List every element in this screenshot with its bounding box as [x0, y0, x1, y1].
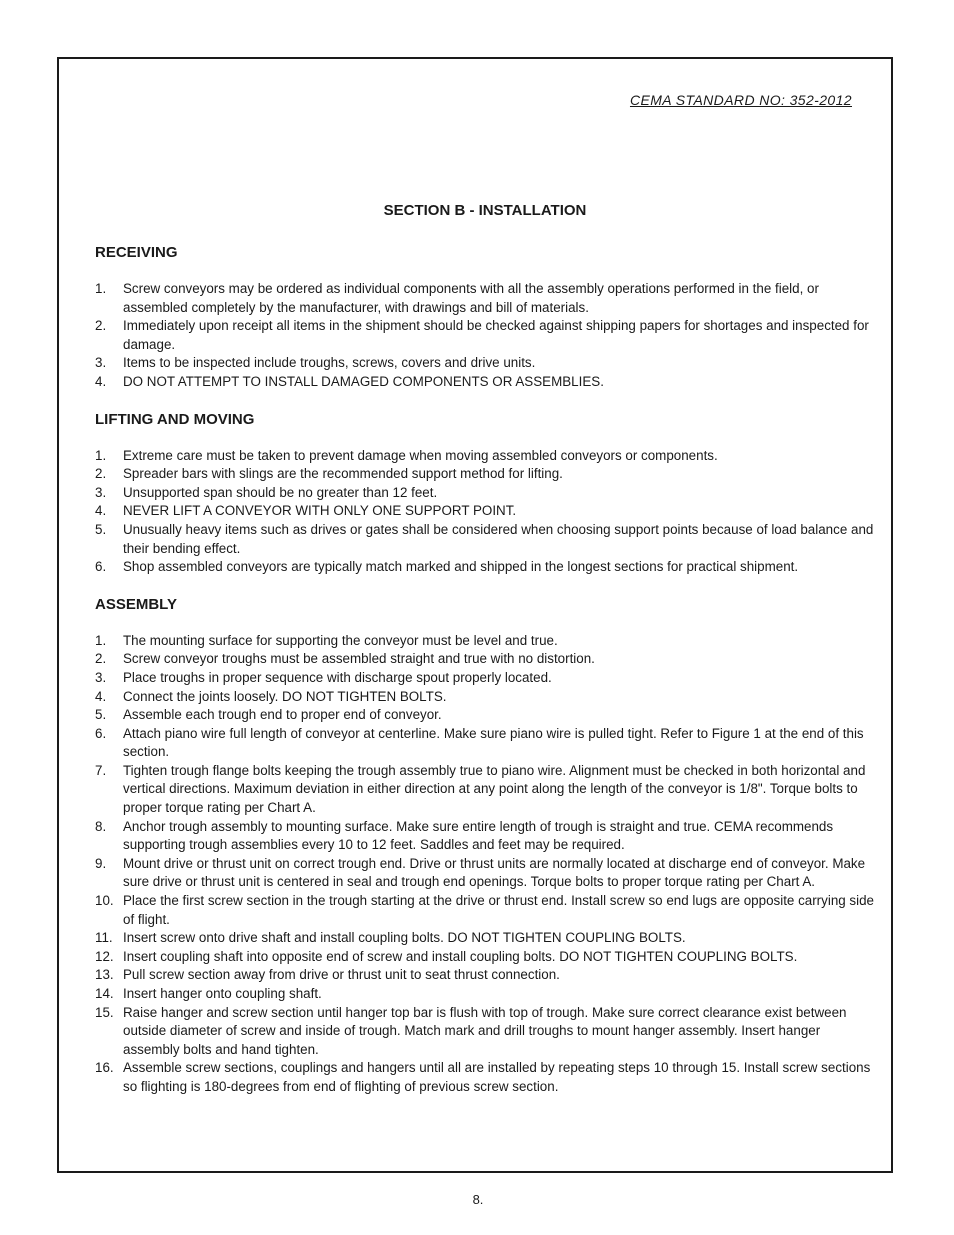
list-item	[95, 669, 880, 688]
list-item-number: 15.	[95, 1004, 114, 1020]
section-heading: RECEIVING	[95, 244, 178, 261]
section-title: SECTION B - INSTALLATION	[383, 202, 587, 219]
numbered-list	[95, 280, 880, 392]
list-item-number: 3.	[95, 355, 107, 371]
list-item	[95, 317, 880, 354]
list-item-number: 5.	[95, 521, 107, 537]
list-item-number: 1.	[95, 632, 107, 648]
list-item	[95, 985, 880, 1004]
list-item-number: 13.	[95, 967, 114, 983]
list-item-text: Tighten trough flange bolts keeping the trough assembly true to piano wire. Alignment must be checked in both horizontal and vertical directions. Maximum deviation in either direction at any point along the length of the conveyor is 1/8". Torque bolts to proper torque rating per Chart A.	[123, 762, 866, 816]
standard-number-header: CEMA STANDARD NO: 352-2012	[629, 92, 852, 108]
list-item-text: Anchor trough assembly to mounting surface. Make sure entire length of trough is straight and true. CEMA recommends supporting trough assemblies every 10 to 12 feet. Saddles and feet may be required.	[123, 818, 834, 853]
list-item-text: Screw conveyors may be ordered as individual components with all the assembly operations performed in the field, or assembled completely by the manufacturer, with drawings and bill of materials.	[123, 281, 819, 315]
list-item-text: Mount drive or thrust unit on correct trough end. Drive or thrust units are normally located at discharge end of conveyor. Make sure drive or thrust unit is centered in seal and trough end openings. Torque bolts to proper torque rating per Chart A.	[123, 855, 866, 890]
list-item-number: 7.	[95, 762, 107, 778]
list-item-number: 16.	[95, 1060, 114, 1076]
list-item-number: 5.	[95, 707, 107, 723]
list-item	[95, 280, 880, 317]
list-item	[95, 354, 880, 373]
list-item-number: 10.	[95, 893, 114, 909]
section-lifting-and-moving	[95, 410, 880, 577]
list-item	[95, 521, 880, 558]
list-item	[95, 650, 880, 669]
list-item	[95, 1004, 880, 1060]
list-item-text: Pull screw section away from drive or thrust unit to seat thrust connection.	[123, 967, 560, 983]
list-item	[95, 373, 880, 392]
list-item-text: Items to be inspected include troughs, screws, covers and drive units.	[123, 355, 536, 371]
numbered-list	[95, 632, 880, 1097]
list-item	[95, 1059, 880, 1096]
list-item-number: 8.	[95, 818, 107, 834]
list-item-text: Attach piano wire full length of conveyor at centerline. Make sure piano wire is pulled tight. Refer to Figure 1 at the end of this section.	[123, 725, 864, 760]
list-item-text: Screw conveyor troughs must be assembled straight and true with no distortion.	[123, 651, 595, 667]
list-item-number: 3.	[95, 669, 107, 685]
list-item-text: Insert hanger onto coupling shaft.	[123, 986, 322, 1001]
list-item-number: 12.	[95, 948, 114, 964]
list-item-number: 2.	[95, 651, 107, 667]
list-item-number: 1.	[95, 281, 107, 296]
list-item-number: 2.	[95, 318, 107, 334]
list-item-number: 6.	[95, 725, 107, 741]
list-item	[95, 447, 880, 466]
list-item	[95, 966, 880, 985]
numbered-list	[95, 447, 880, 577]
list-item-text: Insert screw onto drive shaft and install coupling bolts. DO NOT TIGHTEN COUPLING BOLTS.	[123, 930, 686, 946]
list-item	[95, 502, 880, 521]
list-item-number: 3.	[95, 484, 107, 500]
document-body	[95, 243, 880, 1115]
list-item	[95, 688, 880, 707]
list-item-text: Place the first screw section in the trough starting at the drive or thrust end. Install screw so end lugs are opposite carrying side of flight.	[123, 893, 874, 927]
list-item-text: Unsupported span should be no greater than 12 feet.	[123, 484, 438, 500]
list-item-number: 4.	[95, 503, 107, 519]
list-item-number: 2.	[95, 466, 107, 482]
list-item-text: Unusually heavy items such as drives or gates shall be considered when choosing support points because of load balance and their bending effect.	[123, 521, 874, 556]
list-item	[95, 818, 880, 855]
section-receiving	[95, 243, 880, 392]
list-item-number: 1.	[95, 447, 107, 463]
list-item-text: Insert coupling shaft into opposite end of screw and install coupling bolts. DO NOT TIGHTEN COUPLING BOLTS.	[123, 948, 798, 964]
list-item	[95, 762, 880, 818]
section-assembly	[95, 595, 880, 1097]
list-item	[95, 892, 880, 929]
list-item-text: Raise hanger and screw section until hanger top bar is flush with top of trough. Make sure correct clearance exist between outside diameter of screw and inside of trough. Match mark and drill troughs to mount hanger assembly. Insert hanger assembly bolts and hand tighten.	[123, 1004, 847, 1057]
list-item-text: Shop assembled conveyors are typically match marked and shipped in the longest sections for practical shipment.	[123, 559, 799, 575]
list-item	[95, 465, 880, 484]
list-item-text: Extreme care must be taken to prevent damage when moving assembled conveyors or components.	[123, 447, 718, 463]
list-item-text: Spreader bars with slings are the recommended support method for lifting.	[123, 466, 563, 482]
list-item-number: 4.	[95, 688, 107, 704]
list-item-text: Connect the joints loosely. DO NOT TIGHTEN BOLTS.	[123, 688, 447, 704]
list-item	[95, 706, 880, 725]
list-item	[95, 632, 880, 651]
list-item-number: 6.	[95, 559, 107, 575]
list-item	[95, 948, 880, 967]
section-heading: LIFTING AND MOVING	[95, 410, 255, 428]
list-item-text: Assemble each trough end to proper end of conveyor.	[123, 707, 442, 723]
list-item-number: 9.	[95, 855, 107, 871]
list-item	[95, 855, 880, 892]
section-heading: ASSEMBLY	[95, 595, 177, 613]
list-item-number: 14.	[95, 986, 114, 1001]
list-item-text: Immediately upon receipt all items in the shipment should be checked against shipping papers for shortages and inspected for damage.	[123, 318, 869, 352]
list-item-text: NEVER LIFT A CONVEYOR WITH ONLY ONE SUPPORT POINT.	[123, 503, 517, 519]
list-item-text: Assemble screw sections, couplings and hangers until all are installed by repeating steps 10 through 15. Install screw sections so flighting is 180-degrees from end of flighting of previous screw section.	[123, 1060, 871, 1094]
list-item-text: The mounting surface for supporting the conveyor must be level and true.	[123, 632, 558, 648]
list-item	[95, 484, 880, 503]
list-item-number: 11.	[95, 930, 113, 946]
list-item	[95, 558, 880, 577]
list-item-number: 4.	[95, 373, 107, 389]
list-item	[95, 725, 880, 762]
list-item-text: DO NOT ATTEMPT TO INSTALL DAMAGED COMPONENTS OR ASSEMBLIES.	[123, 373, 604, 389]
list-item-text: Place troughs in proper sequence with discharge spout properly located.	[123, 669, 552, 685]
page-number: 8.	[472, 1192, 484, 1207]
list-item	[95, 929, 880, 948]
